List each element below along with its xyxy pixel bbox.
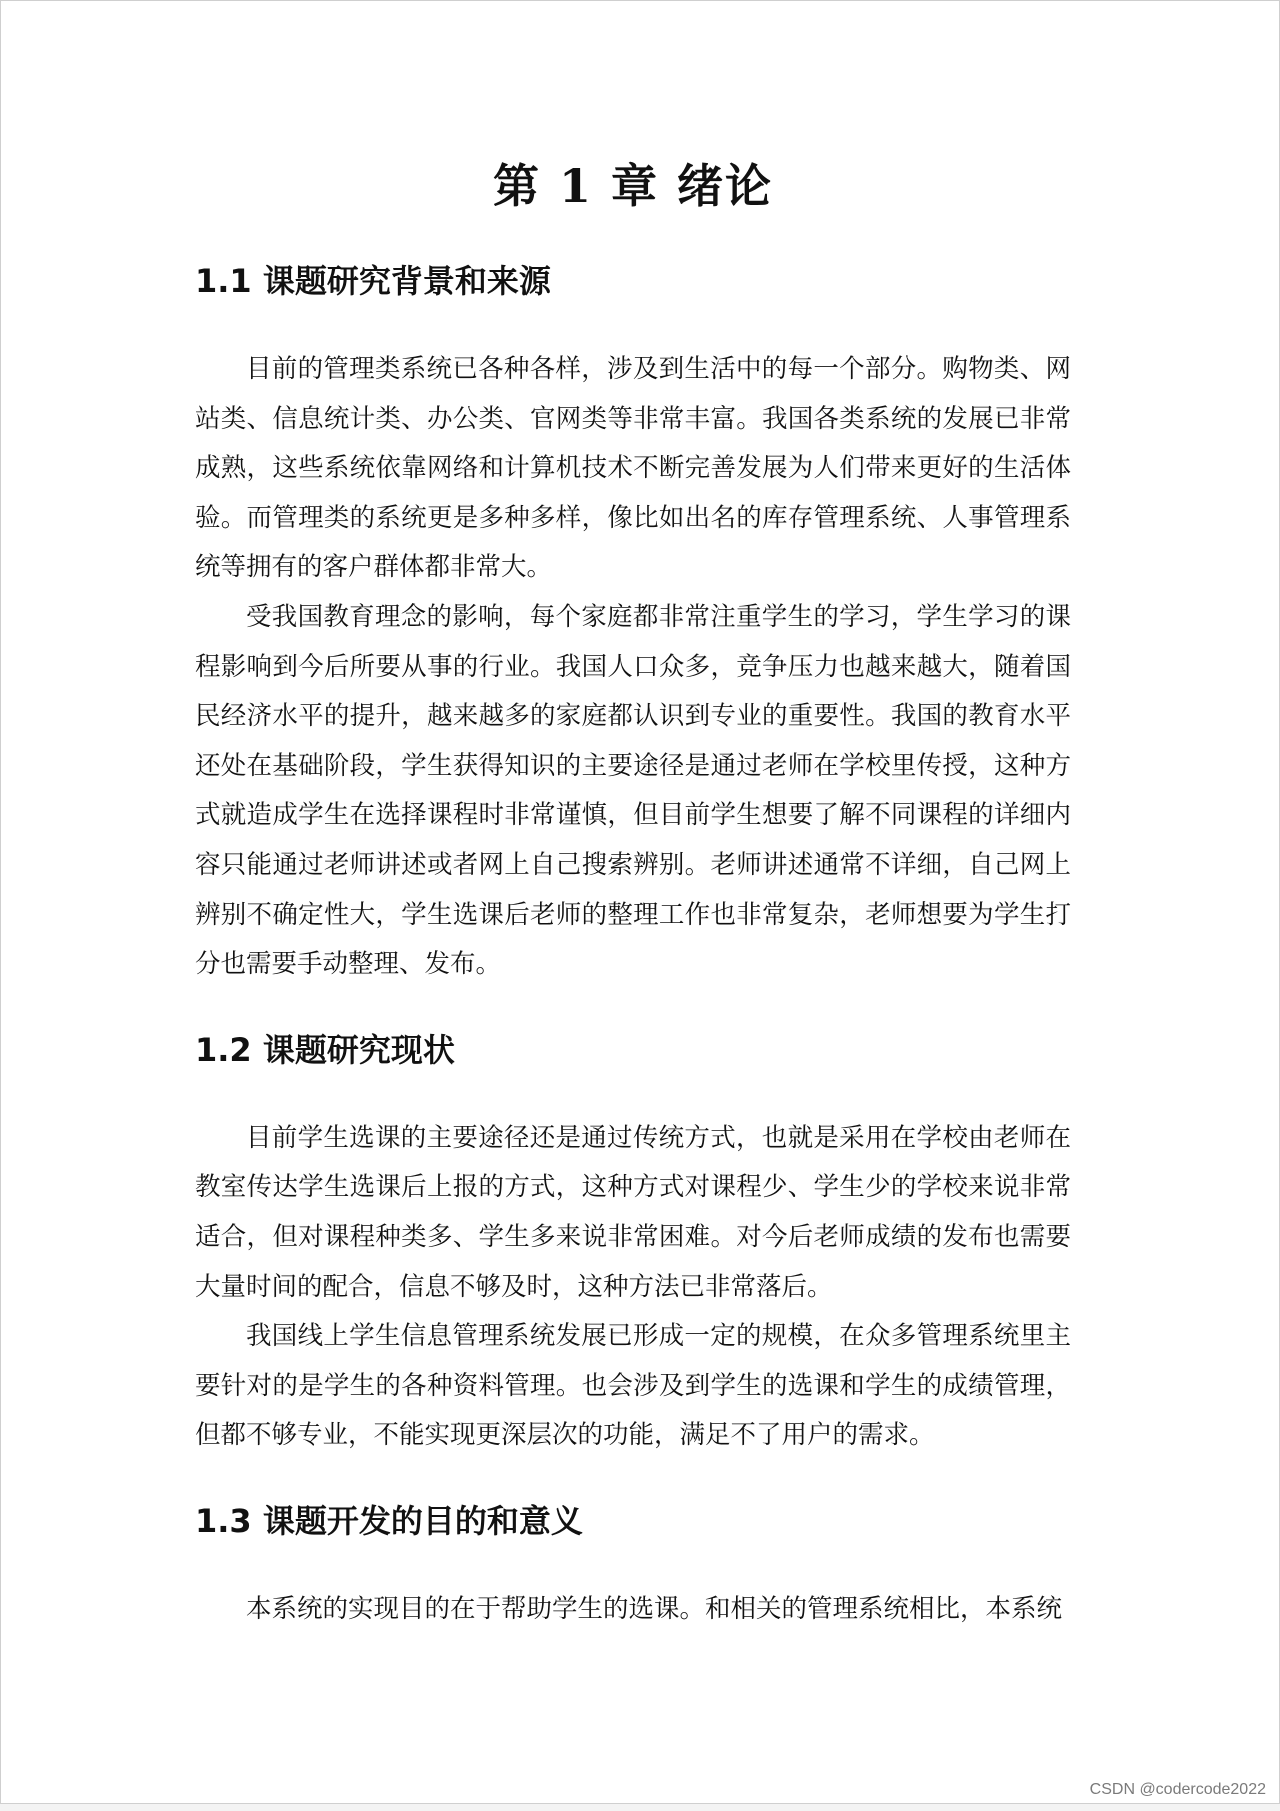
paragraph: 目前学生选课的主要途径还是通过传统方式，也就是采用在学校由老师在教室传达学生选课后上报的方式，这种方式对课程少、学生少的学校来说非常适合，但对课程种类多、学生多来说非常困难。对今后老师成绩的发布也需要大量时间的配合，信息不够及时，这种方法已非常落后。 xyxy=(195,1122,1071,1302)
paragraph: 本系统的实现目的在于帮助学生的选课。和相关的管理系统相比，本系统 xyxy=(246,1593,1063,1624)
section-title-1-2: 1.2 课题研究现状 xyxy=(195,1030,455,1069)
chapter-title: 第 1 章 绪论 xyxy=(492,159,774,213)
section-title-1-1: 1.1 课题研究背景和来源 xyxy=(195,262,551,300)
section-title-1-3: 1.3 课题开发的目的和意义 xyxy=(195,1501,583,1540)
watermark: CSDN @codercode2022 xyxy=(1089,1781,1266,1798)
paragraph: 目前的管理类系统已各种各样，涉及到生活中的每一个部分。购物类、网站类、信息统计类、办公类、官网类等非常丰富。我国各类系统的发展已非常成熟，这些系统依靠网络和计算机技术不断完善发展为人们带来更好的生活体验。而管理类的系统更是多种多样，像比如出名的库存管理系统、人事管理系统等拥有的客户群体都非常大。 xyxy=(195,354,1071,583)
page-content xyxy=(195,151,1071,1634)
paragraph: 我国线上学生信息管理系统发展已形成一定的规模，在众多管理系统里主要针对的是学生的各种资料管理。也会涉及到学生的选课和学生的成绩管理，但都不够专业，不能实现更深层次的功能，满足不了用户的需求。 xyxy=(195,1321,1071,1451)
paragraph: 受我国教育理念的影响，每个家庭都非常注重学生的学习，学生学习的课程影响到今后所要从事的行业。我国人口众多，竞争压力也越来越大，随着国民经济水平的提升，越来越多的家庭都认识到专业的重要性。我国的教育水平还处在基础阶段，学生获得知识的主要途径是通过老师在学校里传授，这种方式就造成学生在选择课程时非常谨慎，但目前学生想要了解不同课程的详细内容只能通过老师讲述或者网上自己搜索辨别。老师讲述通常不详细，自己网上辨别不确定性大，学生选课后老师的整理工作也非常复杂，老师想要为学生打分也需要手动整理、发布。 xyxy=(195,601,1071,980)
